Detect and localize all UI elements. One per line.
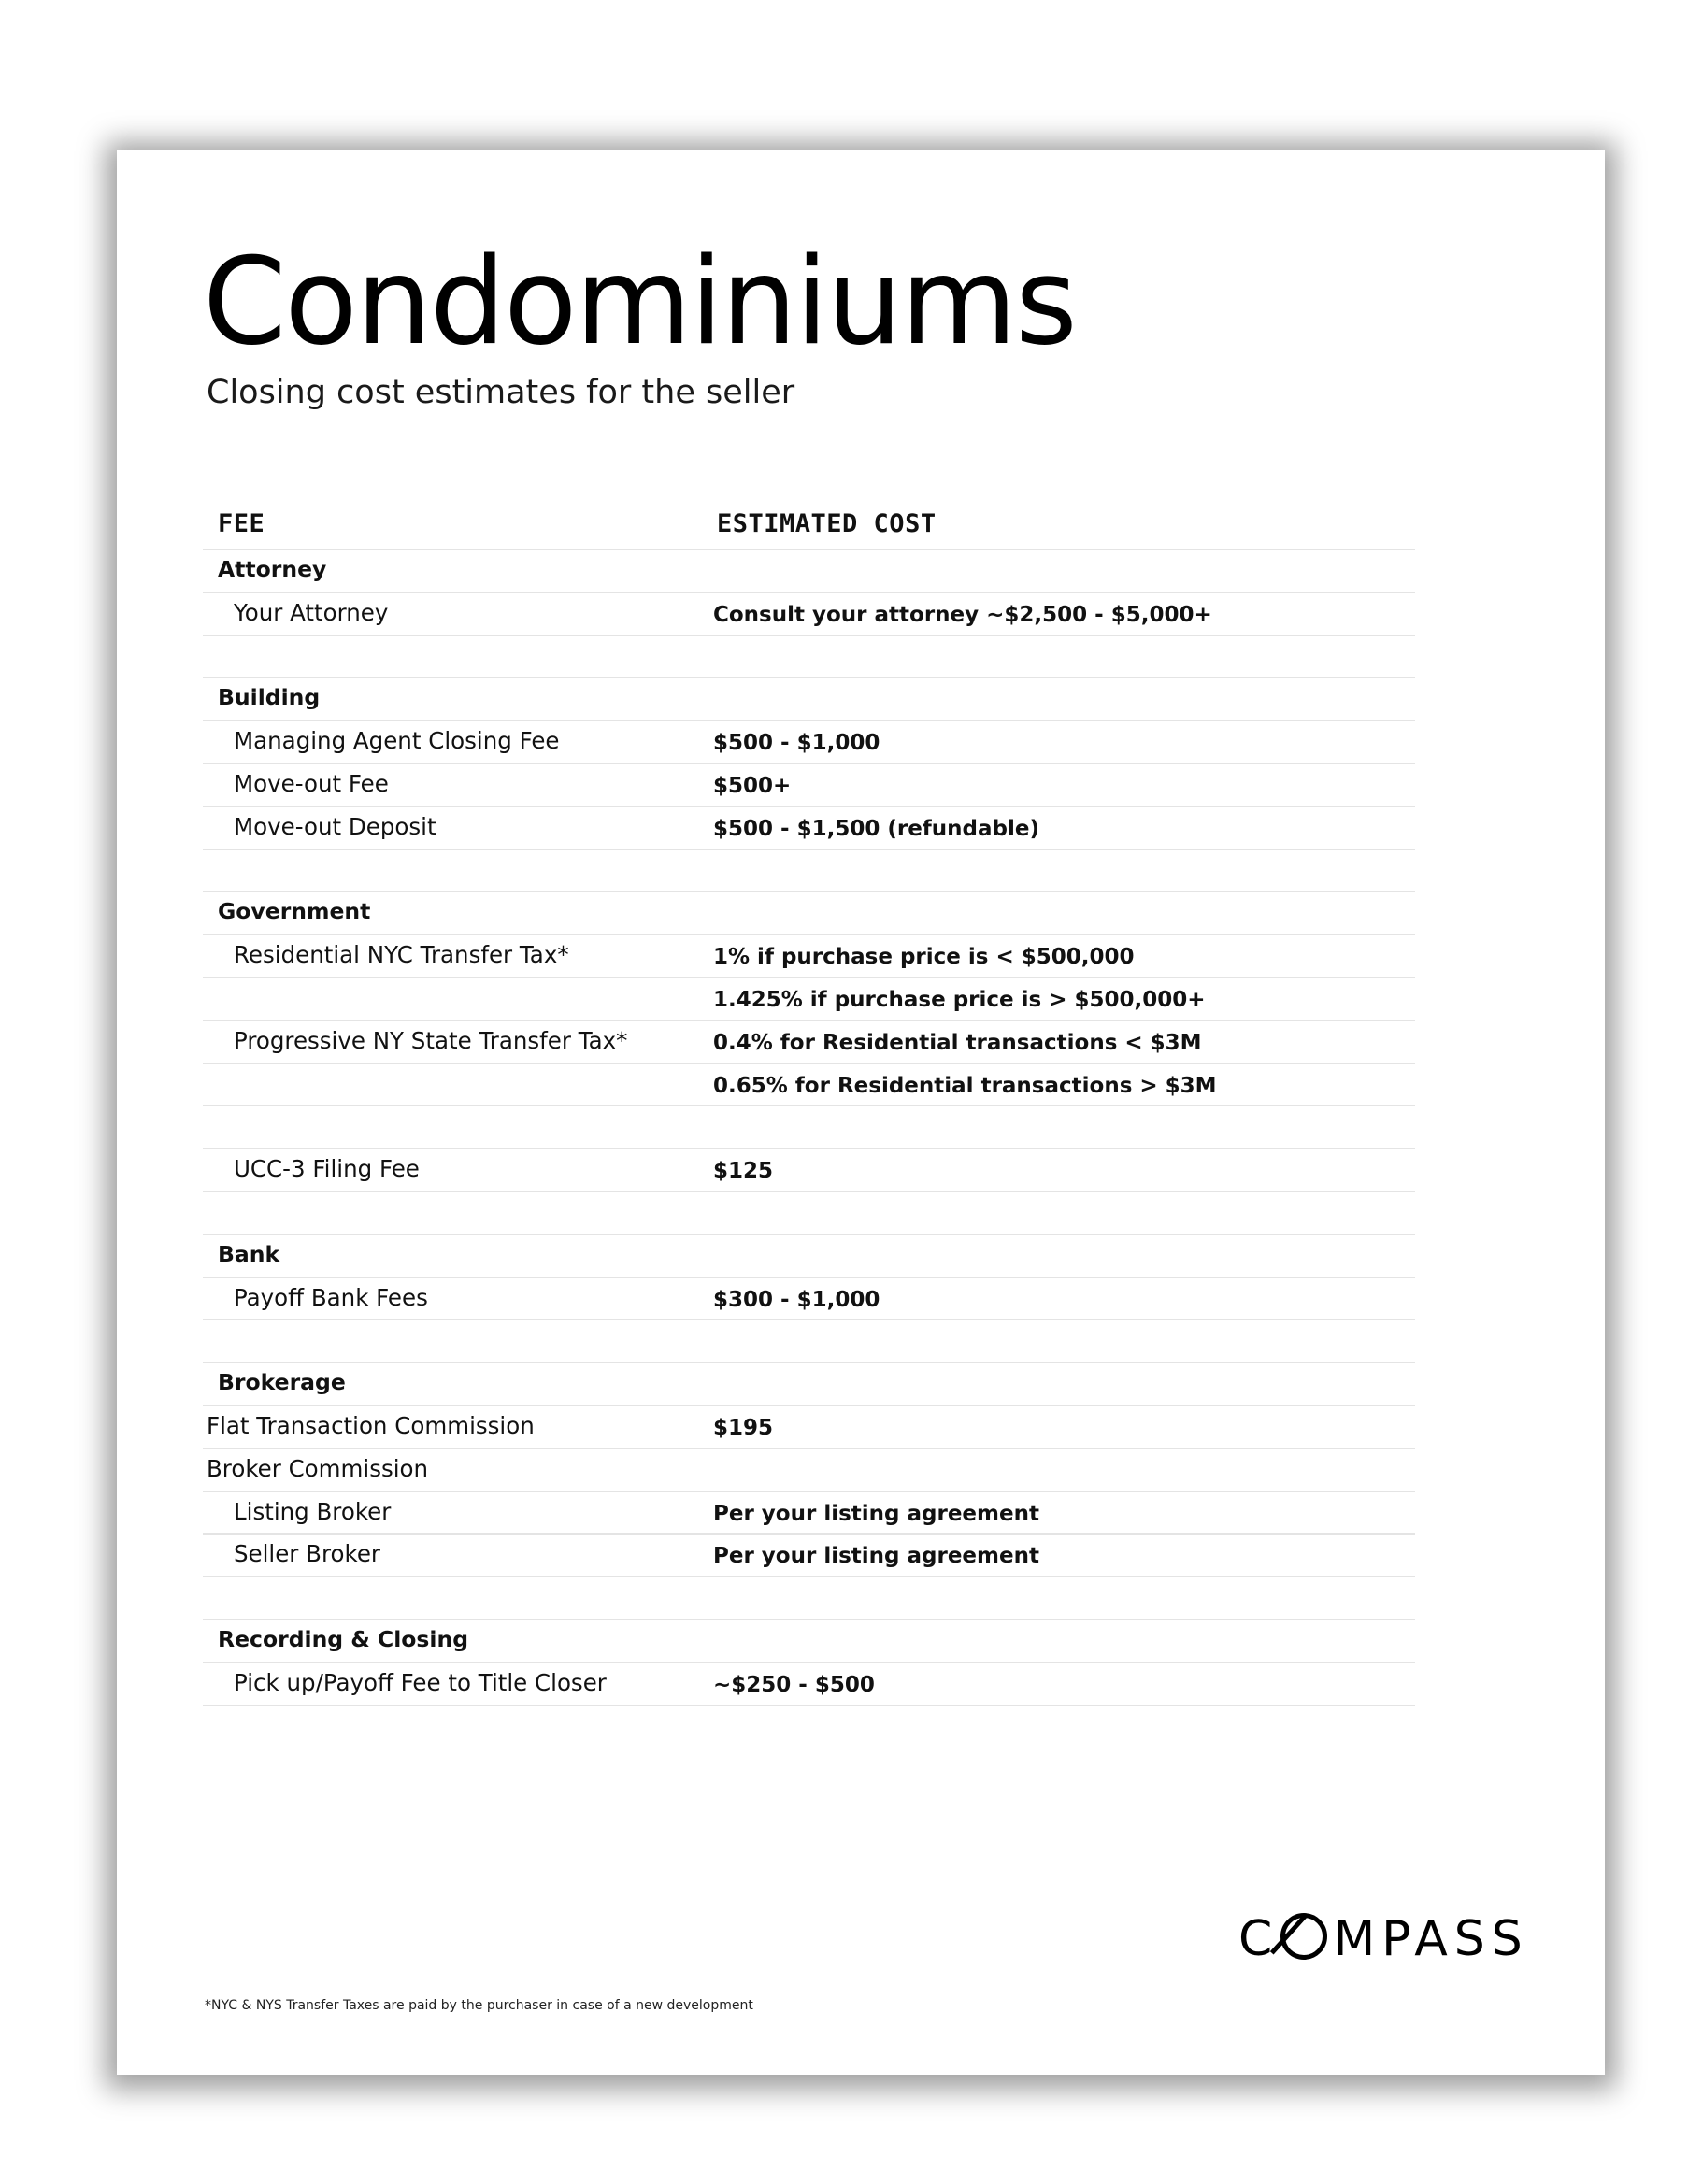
table-row bbox=[203, 1191, 1415, 1234]
table-row bbox=[203, 934, 1415, 977]
table-row bbox=[203, 1405, 1415, 1448]
table-row bbox=[203, 1148, 1415, 1191]
logo-text-end: MPASS bbox=[1333, 1911, 1529, 1967]
document-page bbox=[117, 150, 1605, 2075]
estimated-cost: ~$250 - $500 bbox=[713, 1672, 875, 1697]
section-header-row bbox=[203, 1619, 1415, 1662]
section-label: Building bbox=[218, 684, 321, 711]
estimated-cost: $195 bbox=[713, 1415, 774, 1440]
section-header-row bbox=[203, 1234, 1415, 1277]
fee-label: Pick up/Payoff Fee to Title Closer bbox=[234, 1668, 607, 1696]
table-row bbox=[203, 1491, 1415, 1534]
table-row bbox=[203, 635, 1415, 678]
estimated-cost: Consult your attorney ~$2,500 - $5,000+ bbox=[713, 602, 1212, 627]
table-row bbox=[203, 1319, 1415, 1362]
fee-label: Broker Commission bbox=[207, 1454, 429, 1482]
table-row bbox=[203, 763, 1415, 806]
estimated-cost: Per your listing agreement bbox=[713, 1501, 1039, 1526]
fee-label: Listing Broker bbox=[234, 1497, 392, 1525]
fee-label: Move-out Deposit bbox=[234, 812, 436, 840]
fee-label: Seller Broker bbox=[234, 1540, 380, 1568]
compass-o-icon bbox=[1280, 1913, 1327, 1960]
logo-text-start: C bbox=[1238, 1911, 1280, 1967]
table-row bbox=[203, 1533, 1415, 1576]
estimated-cost: $300 - $1,000 bbox=[713, 1287, 880, 1312]
section-label: Recording & Closing bbox=[218, 1625, 469, 1652]
table-row bbox=[203, 806, 1415, 849]
table-row bbox=[203, 720, 1415, 763]
estimated-cost: 1.425% if purchase price is > $500,000+ bbox=[713, 987, 1206, 1012]
section-label: Bank bbox=[218, 1240, 280, 1267]
section-label: Government bbox=[218, 898, 371, 925]
section-header-row bbox=[203, 1362, 1415, 1405]
table-row bbox=[203, 1576, 1415, 1619]
table-row bbox=[203, 977, 1415, 1020]
estimated-cost: $500+ bbox=[713, 773, 792, 798]
fee-label: UCC-3 Filing Fee bbox=[234, 1155, 420, 1183]
section-label: Brokerage bbox=[218, 1369, 346, 1396]
estimated-cost: 0.4% for Residential transactions < $3M bbox=[713, 1030, 1202, 1055]
table-row bbox=[203, 1105, 1415, 1148]
table-row bbox=[203, 1277, 1415, 1320]
fee-label: Move-out Fee bbox=[234, 769, 389, 797]
fee-label: Managing Agent Closing Fee bbox=[234, 727, 560, 755]
table-row bbox=[203, 849, 1415, 892]
section-header-row bbox=[203, 891, 1415, 934]
table-row bbox=[203, 1020, 1415, 1063]
table-row bbox=[203, 1063, 1415, 1106]
fee-label: Progressive NY State Transfer Tax* bbox=[234, 1026, 628, 1054]
page-title: Condominiums bbox=[203, 233, 1076, 372]
fee-table bbox=[203, 549, 1415, 1706]
fee-label: Residential NYC Transfer Tax* bbox=[234, 941, 569, 969]
estimated-cost: $500 - $1,500 (refundable) bbox=[713, 816, 1039, 841]
fee-label: Your Attorney bbox=[234, 598, 389, 626]
estimated-cost: $500 - $1,000 bbox=[713, 731, 880, 756]
page-subtitle: Closing cost estimates for the seller bbox=[207, 374, 795, 411]
table-row bbox=[203, 1662, 1415, 1706]
section-header-row bbox=[203, 677, 1415, 720]
footnote: *NYC & NYS Transfer Taxes are paid by the purchaser in case of a new development bbox=[205, 1998, 753, 2013]
section-label: Attorney bbox=[218, 556, 327, 582]
fee-label: Flat Transaction Commission bbox=[207, 1411, 535, 1439]
fee-label: Payoff Bank Fees bbox=[234, 1283, 428, 1311]
estimated-cost: 1% if purchase price is < $500,000 bbox=[713, 945, 1135, 970]
compass-logo bbox=[1238, 1911, 1529, 1967]
estimated-cost: Per your listing agreement bbox=[713, 1544, 1039, 1569]
estimated-cost: 0.65% for Residential transactions > $3M bbox=[713, 1073, 1217, 1098]
table-row bbox=[203, 592, 1415, 635]
table-row bbox=[203, 1448, 1415, 1491]
section-header-row bbox=[203, 549, 1415, 592]
cost-column-header: ESTIMATED COST bbox=[717, 509, 937, 538]
estimated-cost: $125 bbox=[713, 1159, 774, 1184]
fee-column-header: FEE bbox=[218, 509, 265, 538]
